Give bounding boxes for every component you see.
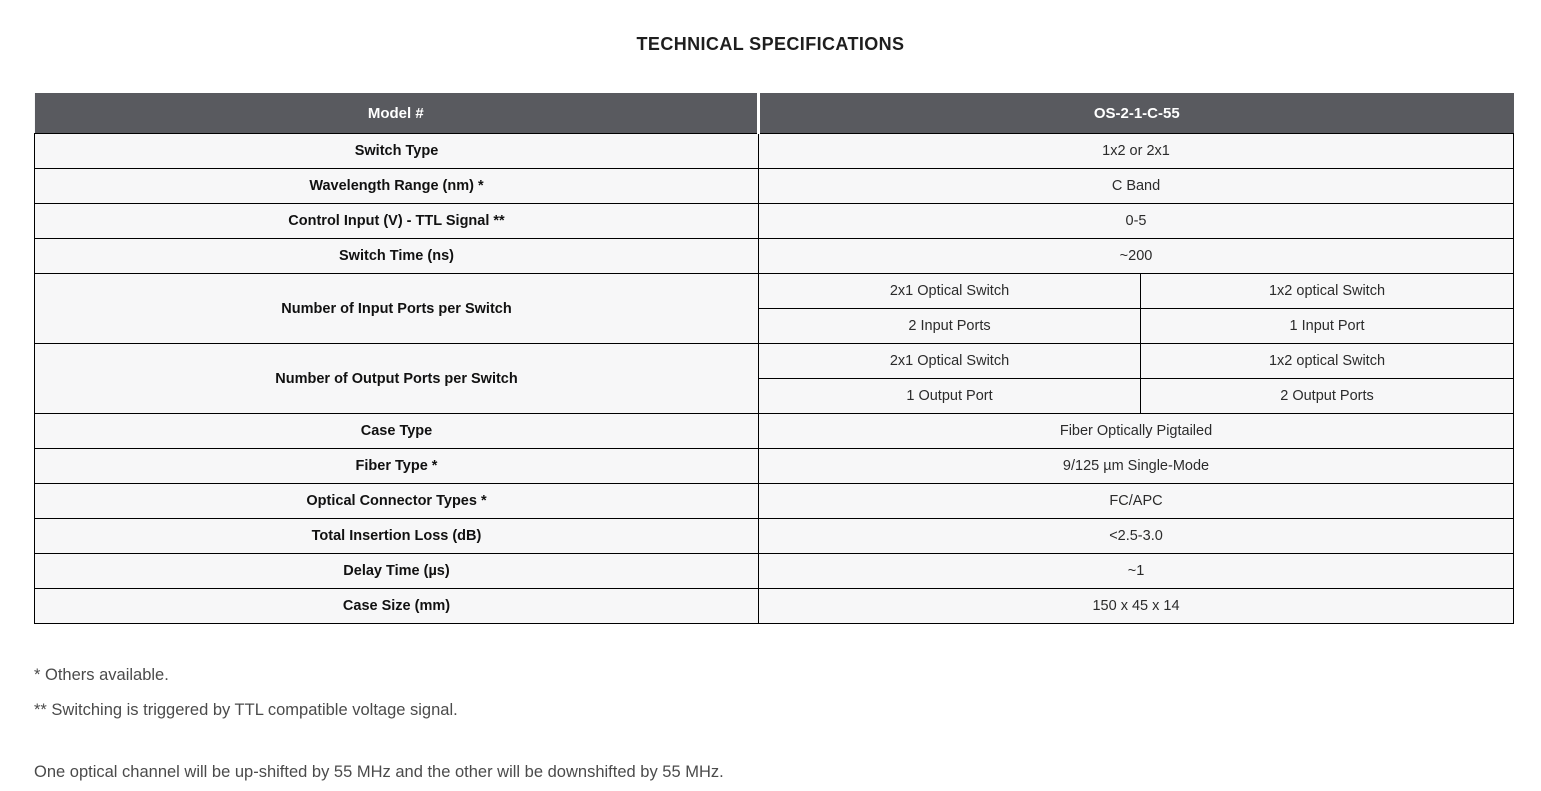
spec-table: [34, 93, 1514, 624]
row-value: ~200: [759, 239, 1514, 274]
table-row-control-input: [35, 204, 1514, 239]
table-row-input-ports-a: [35, 274, 1514, 309]
row-value: 9/125 µm Single-Mode: [759, 449, 1514, 484]
row-label: Wavelength Range (nm) *: [35, 169, 759, 204]
row-label: Switch Time (ns): [35, 239, 759, 274]
row-label: Case Size (mm): [35, 589, 759, 624]
row-value: 150 x 45 x 14: [759, 589, 1514, 624]
row-label: Delay Time (µs): [35, 554, 759, 589]
page-title: TECHNICAL SPECIFICATIONS: [636, 34, 905, 54]
row-value: ~1: [759, 554, 1514, 589]
row-value: FC/APC: [759, 484, 1514, 519]
table-row-delay-time: [35, 554, 1514, 589]
header-model-label: Model #: [35, 93, 759, 134]
row-value-right: 1x2 optical Switch: [1141, 344, 1514, 379]
row-value: 1x2 or 2x1: [759, 134, 1514, 169]
row-label: Switch Type: [35, 134, 759, 169]
row-value-right: 1x2 optical Switch: [1141, 274, 1514, 309]
row-label: Number of Input Ports per Switch: [35, 274, 759, 344]
table-row-wavelength-range: [35, 169, 1514, 204]
row-value-left: 2 Input Ports: [759, 309, 1141, 344]
table-row-optical-connector-types: [35, 484, 1514, 519]
note-frequency-shift: One optical channel will be up-shifted by 55 MHz and the other will be downshifted by 55 MHz.: [34, 763, 724, 781]
table-row-output-ports-a: [35, 344, 1514, 379]
table-header-row: [35, 93, 1514, 134]
row-label: Control Input (V) - TTL Signal **: [35, 204, 759, 239]
row-value: <2.5-3.0: [759, 519, 1514, 554]
row-value: Fiber Optically Pigtailed: [759, 414, 1514, 449]
row-label: Case Type: [35, 414, 759, 449]
row-value-right: 1 Input Port: [1141, 309, 1514, 344]
table-row-case-size: [35, 589, 1514, 624]
table-row-case-type: [35, 414, 1514, 449]
row-value-left: 2x1 Optical Switch: [759, 274, 1141, 309]
row-value: C Band: [759, 169, 1514, 204]
row-label: Optical Connector Types *: [35, 484, 759, 519]
table-row-fiber-type: [35, 449, 1514, 484]
row-value-left: 1 Output Port: [759, 379, 1141, 414]
table-row-switch-time: [35, 239, 1514, 274]
header-model-value: OS-2-1-C-55: [759, 93, 1514, 134]
row-label: Number of Output Ports per Switch: [35, 344, 759, 414]
table-row-switch-type: [35, 134, 1514, 169]
row-value-right: 2 Output Ports: [1141, 379, 1514, 414]
row-value: 0-5: [759, 204, 1514, 239]
table-row-total-insertion-loss: [35, 519, 1514, 554]
footnote-others-available: * Others available.: [34, 666, 169, 684]
row-value-left: 2x1 Optical Switch: [759, 344, 1141, 379]
row-label: Fiber Type *: [35, 449, 759, 484]
footnote-ttl-switching: ** Switching is triggered by TTL compatible voltage signal.: [34, 700, 458, 719]
row-label: Total Insertion Loss (dB): [35, 519, 759, 554]
